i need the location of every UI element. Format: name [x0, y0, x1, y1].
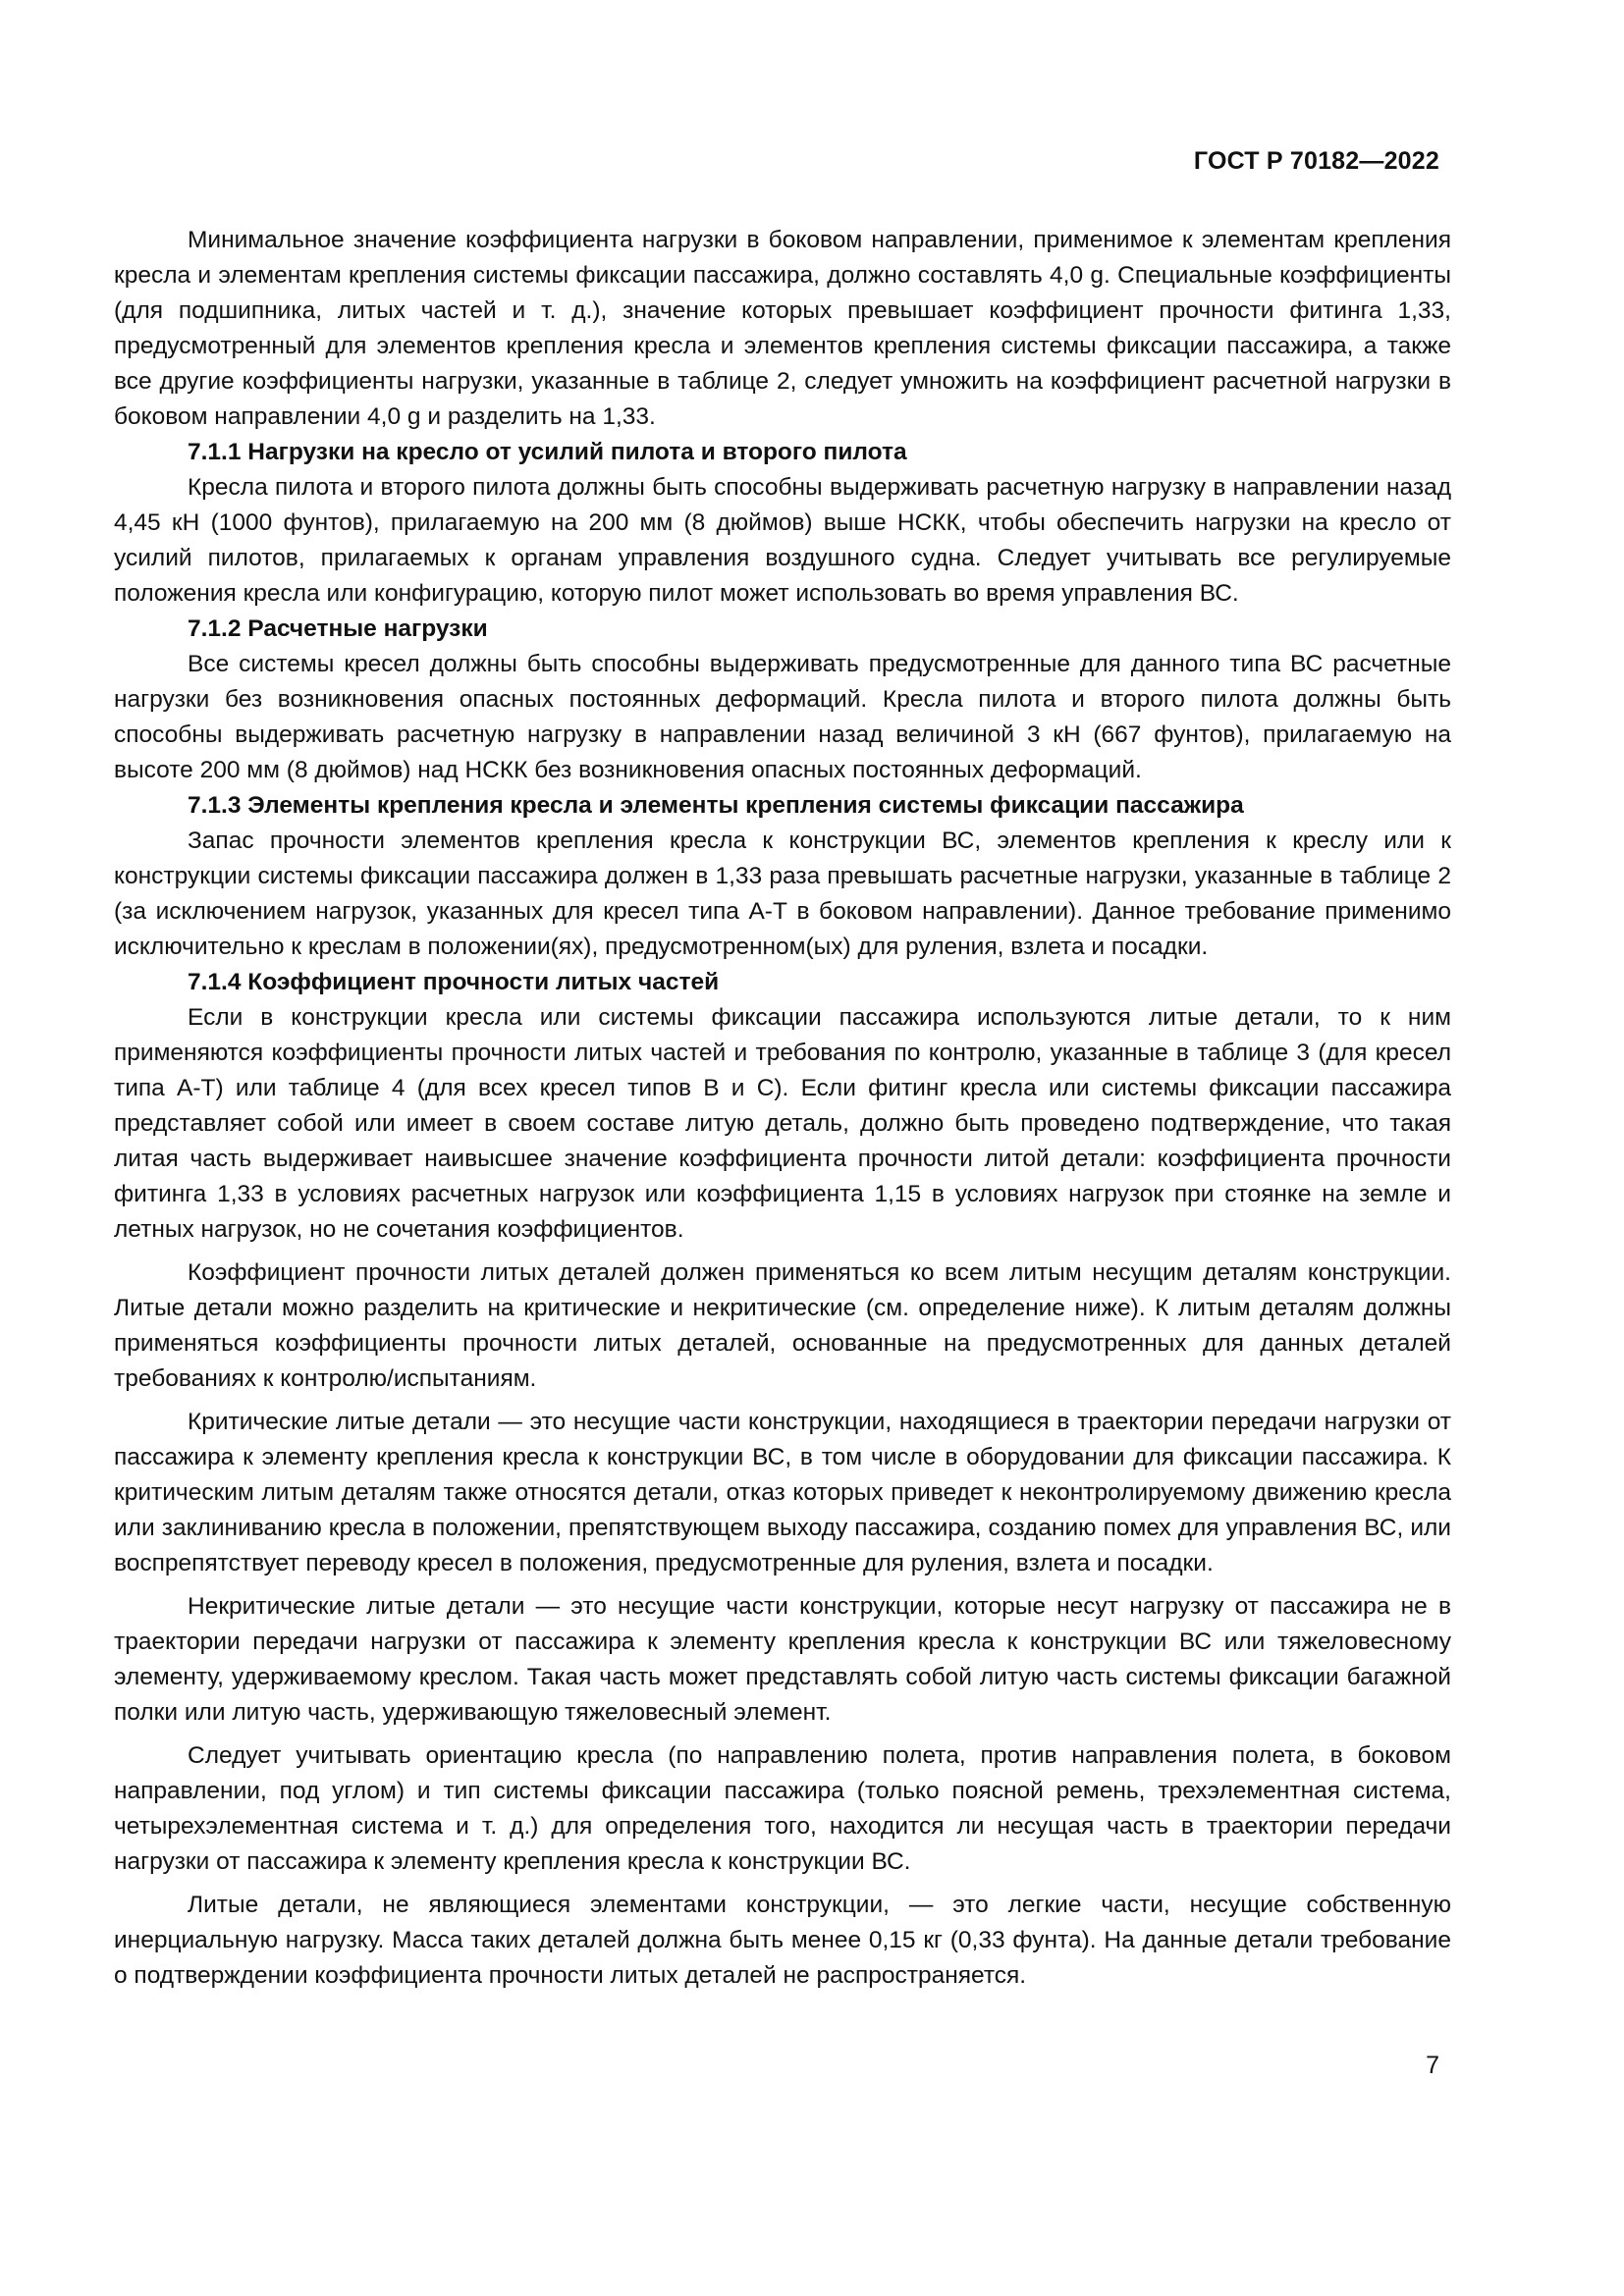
paragraph-attachment-strength: Запас прочности элементов крепления кресла к конструкции ВС, элементов крепления к креслу или к конструкции системы фиксации пассажира должен в 1,33 раза превышать расчетные нагрузки, указанные в таблице 2 (за исключением нагрузок, указанных для кресел типа А-Т в боковом направлении). Данное требование применимо исключительно к креслам в положении(ях), предусмотренном(ых) для руления, взлета и посадки.	[114, 828, 1451, 960]
page-number: 7	[1426, 2052, 1439, 2079]
section-heading-7-1-4: 7.1.4 Коэффициент прочности литых частей	[188, 969, 720, 995]
document-body	[114, 223, 1451, 1994]
paragraph-design-loads: Все системы кресел должны быть способны выдерживать предусмотренные для данного типа ВС расчетные нагрузки без возникновения опасных постоянных деформаций. Кресла пилота и второго пилота должны быть способны выдерживать расчетную нагрузку в направлении назад величиной 3 кН (667 фунтов), прилагаемую на высоте 200 мм (8 дюймов) над НСКК без возникновения опасных постоянных деформаций.	[114, 651, 1451, 783]
paragraph-pilot-loads: Кресла пилота и второго пилота должны быть способны выдерживать расчетную нагрузку в направлении назад 4,45 кН (1000 фунтов), прилагаемую на 200 мм (8 дюймов) выше НСКК, чтобы обеспечить нагрузки на кресло от усилий пилотов, прилагаемых к органам управления воздушного судна. Следует учитывать все регулируемые положения кресла или конфигурацию, которую пилот может использовать во время управления ВС.	[114, 474, 1451, 607]
paragraph-critical-castings: Критические литые детали — это несущие части конструкции, находящиеся в траектории передачи нагрузки от пассажира к элементу крепления кресла к конструкции ВС, в том числе в оборудовании для фиксации пассажира. К критическим литым деталям также относятся детали, отказ которых приведет к неконтролируемому движению кресла или заклиниванию кресла в положении, препятствующем выходу пассажира, созданию помех для управления ВС, или воспрепятствует переводу кресел в положения, предусмотренные для руления, взлета и посадки.	[114, 1409, 1451, 1576]
document-header: ГОСТ Р 70182—2022	[1193, 147, 1439, 175]
section-heading-7-1-2: 7.1.2 Расчетные нагрузки	[188, 615, 488, 642]
paragraph-casting-factors: Если в конструкции кресла или системы фиксации пассажира используются литые детали, то к ним применяются коэффициенты прочности литых частей и требования по контролю, указанные в таблице 3 (для кресел типа А-Т) или таблице 4 (для всех кресел типов В и С). Если фитинг кресла или системы фиксации пассажира представляет собой или имеет в своем составе литую деталь, должно быть проведено подтверждение, что такая литая часть выдерживает наивысшее значение коэффициента прочности литой детали: коэффициента прочности фитинга 1,33 в условиях расчетных нагрузок или коэффициента 1,15 в условиях нагрузок при стоянке на земле и летных нагрузок, но не сочетания коэффициентов.	[114, 1004, 1451, 1243]
paragraph-casting-application: Коэффициент прочности литых деталей должен применяться ко всем литым несущим деталям конструкции. Литые детали можно разделить на критические и некритические (см. определение ниже). К литым деталям должны применяться коэффициенты прочности литых деталей, основанные на предусмотренных для данных деталей требованиях к контролю/испытаниям.	[114, 1259, 1451, 1392]
paragraph-nonstructural-castings: Литые детали, не являющиеся элементами конструкции, — это легкие части, несущие собственную инерциальную нагрузку. Масса таких деталей должна быть менее 0,15 кг (0,33 фунта). На данные детали требование о подтверждении коэффициента прочности литых деталей не распространяется.	[114, 1892, 1451, 1989]
paragraph-noncritical-castings: Некритические литые детали — это несущие части конструкции, которые несут нагрузку от пассажира не в траектории передачи нагрузки от пассажира к элементу крепления кресла к конструкции ВС или тяжеловесному элементу, удерживаемому креслом. Такая часть может представлять собой литую часть системы фиксации багажной полки или литую часть, удерживающую тяжеловесный элемент.	[114, 1593, 1451, 1726]
paragraph-lateral-load-factor: Минимальное значение коэффициента нагрузки в боковом направлении, применимое к элементам крепления кресла и элементам крепления системы фиксации пассажира, должно составлять 4,0 g. Специальные коэффициенты (для подшипника, литых частей и т. д.), значение которых превышает коэффициент прочности фитинга 1,33, предусмотренный для элементов крепления кресла и элементов крепления системы фиксации пассажира, а также все другие коэффициенты нагрузки, указанные в таблице 2, следует умножить на коэффициент расчетной нагрузки в боковом направлении 4,0 g и разделить на 1,33.	[114, 227, 1451, 430]
section-heading-7-1-1: 7.1.1 Нагрузки на кресло от усилий пилота и второго пилота	[188, 439, 907, 465]
section-heading-7-1-3: 7.1.3 Элементы крепления кресла и элементы крепления системы фиксации пассажира	[188, 792, 1244, 819]
paragraph-seat-orientation: Следует учитывать ориентацию кресла (по направлению полета, против направления полета, в боковом направлении, под углом) и тип системы фиксации пассажира (только поясной ремень, трехэлементная система, четырехэлементная система и т. д.) для определения того, находится ли несущая часть в траектории передачи нагрузки от пассажира к элементу крепления кресла к конструкции ВС.	[114, 1742, 1451, 1875]
